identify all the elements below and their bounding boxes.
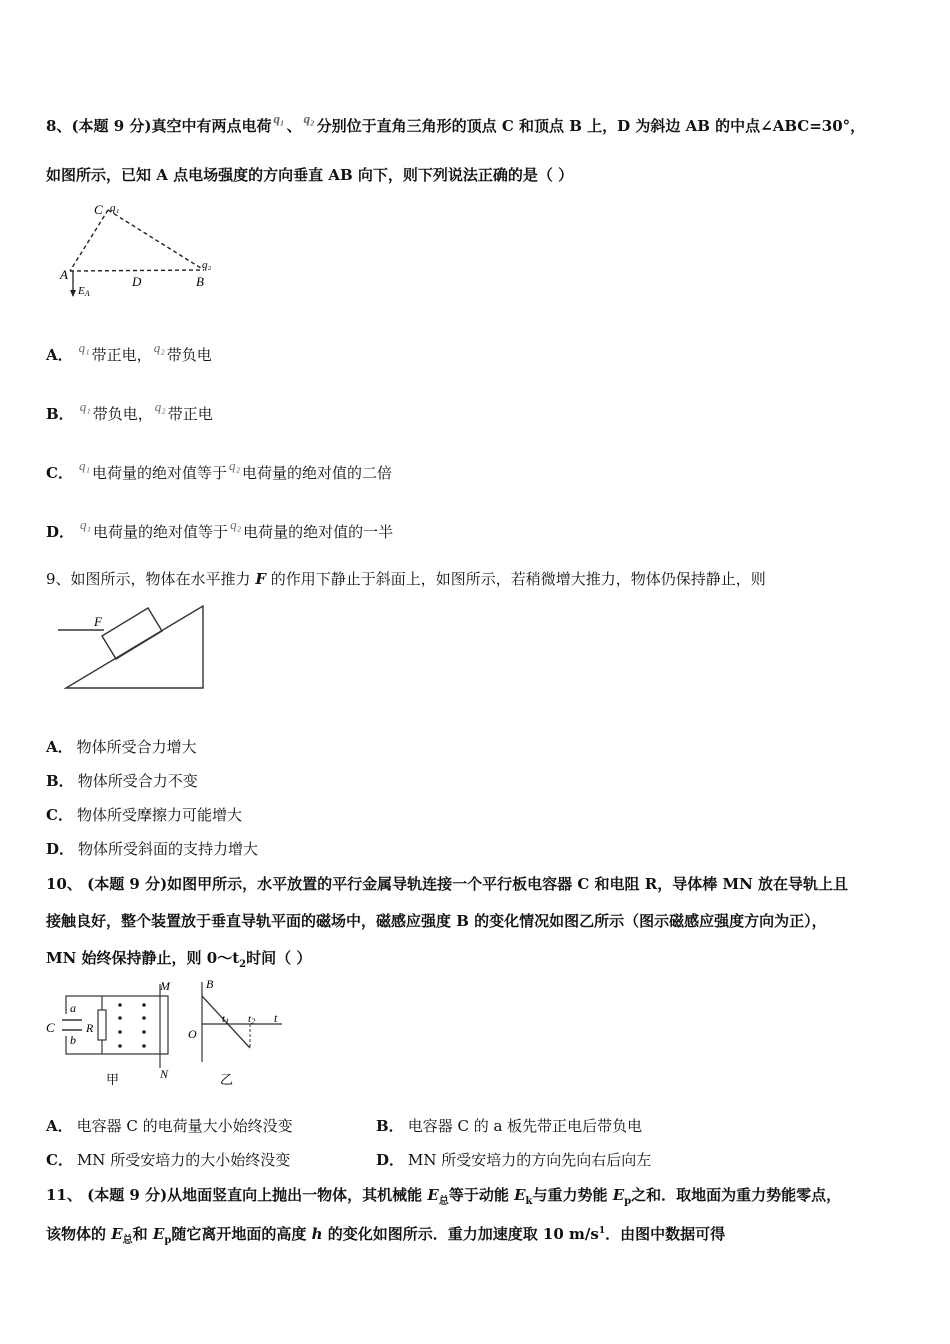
label-q1: q₁	[110, 202, 120, 214]
label-C: C	[94, 202, 103, 217]
option-label: D．	[376, 1151, 405, 1169]
q10-option-c[interactable]	[46, 1150, 290, 1170]
option-text: MN 所受安培力的方向先向右后向左	[408, 1151, 652, 1169]
q9-option-c[interactable]	[46, 805, 242, 825]
option-text: 电荷量的绝对值的二倍	[242, 464, 393, 482]
option-label: B．	[376, 1117, 404, 1135]
q8-separator: 、	[286, 117, 302, 135]
q8-option-d[interactable]	[46, 517, 394, 543]
q8-stem-line1	[46, 111, 866, 137]
q10-sub: 2	[239, 959, 247, 970]
q10-text-b: 时间（ ）	[246, 949, 312, 967]
label-t2: t2	[248, 1013, 256, 1026]
E-symbol: E	[514, 1186, 526, 1204]
p-sub: p	[164, 1235, 172, 1246]
q8-score: (本题 9 分)	[71, 117, 152, 135]
option-text: 带负电	[166, 346, 212, 364]
q9-force-symbol: F	[255, 570, 266, 588]
q8-option-a[interactable]	[46, 340, 212, 366]
q1-symbol: q₁	[273, 111, 285, 126]
label-B-axis: B	[206, 977, 214, 991]
q2-symbol: q₂	[230, 517, 242, 532]
caption-yi: 乙	[220, 1072, 234, 1087]
q1-symbol: q₁	[80, 517, 92, 532]
q8-triangle-figure	[56, 196, 226, 301]
q10-text-a: MN 始终保持静止，则 0～t	[46, 949, 240, 967]
q11-text: 11、 (本题 9 分)从地面竖直向上抛出一物体，其机械能	[46, 1186, 428, 1204]
sup: 1	[598, 1226, 606, 1236]
zong-sub: 总	[438, 1196, 449, 1207]
E-symbol: E	[612, 1186, 625, 1204]
q8-text-a: 真空中有两点电荷	[151, 117, 272, 135]
q10-stem-line3	[46, 948, 311, 971]
label-A: A	[60, 267, 68, 282]
k-sub: k	[525, 1196, 533, 1207]
q11-text: 该物体的	[46, 1225, 112, 1243]
q1-symbol: q₁	[78, 458, 90, 473]
option-text: 带正电，	[91, 346, 152, 364]
q10-figure-yi	[184, 976, 288, 1088]
label-t-axis: t	[274, 1011, 278, 1025]
label-a: a	[70, 1001, 76, 1015]
q11-text: ．由图中数据可得	[605, 1225, 726, 1243]
option-label: A．	[46, 346, 73, 364]
label-q2: q₂	[202, 259, 212, 271]
label-C-capacitor: C	[46, 1020, 55, 1035]
label-D: D	[132, 274, 142, 289]
q9-incline-figure	[58, 600, 208, 692]
q9-option-a[interactable]	[46, 737, 197, 757]
p-sub: p	[624, 1196, 632, 1207]
option-label: D．	[46, 840, 75, 858]
option-text: 电容器 C 的 a 板先带正电后带负电	[407, 1117, 643, 1135]
option-text: 带正电	[167, 405, 213, 423]
option-label: A．	[46, 1117, 73, 1135]
option-text: 带负电，	[92, 405, 153, 423]
q9-option-d[interactable]	[46, 839, 258, 859]
option-label: B．	[46, 772, 74, 790]
option-text: 物体所受合力不变	[77, 772, 198, 790]
q9-option-b[interactable]	[46, 771, 198, 791]
q10-option-b[interactable]	[376, 1116, 642, 1136]
h-symbol: h	[311, 1225, 323, 1243]
q8-text-b: 分别位于直角三角形的顶点 C 和顶点 B 上，D 为斜边 AB 的中点∠ABC=30°，	[316, 117, 866, 135]
label-M: M	[160, 979, 170, 993]
label-t1: t1	[222, 1013, 230, 1026]
option-label: C．	[46, 464, 73, 482]
option-label: A．	[46, 738, 73, 756]
label-b: b	[70, 1033, 76, 1047]
zong-sub: 总	[122, 1235, 133, 1246]
q11-stem-line2	[46, 1221, 725, 1247]
label-R: R	[86, 1021, 94, 1035]
q10-stem-line2: 接触良好，整个装置放于垂直导轨平面的磁场中，磁感应强度 B 的变化情况如图乙所示（图示磁感应强度方向为正），	[46, 912, 827, 930]
q2-symbol: q₂	[154, 399, 166, 414]
E-symbol: E	[152, 1225, 165, 1243]
caption-jia: 甲	[106, 1072, 120, 1087]
label-EA: EA	[78, 285, 90, 298]
label-N: N	[160, 1067, 169, 1081]
option-label: C．	[46, 1151, 73, 1169]
q11-text: 之和．取地面为重力势能零点，	[631, 1186, 842, 1204]
q8-option-b[interactable]	[46, 399, 213, 425]
q9-text-a: 9、如图所示，物体在水平推力	[46, 570, 256, 588]
q11-text: 等于动能	[448, 1186, 515, 1204]
option-label: D．	[46, 523, 75, 541]
q11-stem-line1	[46, 1185, 841, 1208]
option-text: 物体所受斜面的支持力增大	[78, 840, 259, 858]
option-text: 电荷量的绝对值等于	[93, 523, 229, 541]
option-text: 电容器 C 的电荷量大小始终没变	[76, 1117, 293, 1135]
option-text: 物体所受摩擦力可能增大	[76, 806, 242, 824]
label-O: O	[188, 1027, 197, 1041]
q1-symbol: q₁	[78, 340, 90, 355]
E-symbol: E	[427, 1186, 439, 1204]
q9-stem	[46, 569, 766, 589]
option-text: 物体所受合力增大	[76, 738, 197, 756]
q8-option-c[interactable]	[46, 458, 393, 484]
q2-symbol: q₂	[303, 111, 315, 126]
q1-symbol: q₁	[79, 399, 91, 414]
q10-figure-jia	[44, 976, 184, 1088]
q11-text: 的变化如图所示．重力加速度取 10 m/s	[322, 1225, 599, 1243]
label-B: B	[196, 274, 204, 289]
option-text: 电荷量的绝对值的一半	[243, 523, 394, 541]
q8-number: 8、	[46, 117, 72, 135]
option-text: MN 所受安培力的大小始终没变	[76, 1151, 291, 1169]
q2-symbol: q₂	[229, 458, 241, 473]
option-text: 电荷量的绝对值等于	[91, 464, 227, 482]
q10-option-a[interactable]	[46, 1116, 293, 1136]
option-label: C．	[46, 806, 73, 824]
q2-symbol: q₂	[153, 340, 165, 355]
q10-stem-line1: 10、 (本题 9 分)如图甲所示，水平放置的平行金属导轨连接一个平行板电容器 C 和电阻 R，导体棒 MN 放在导轨上且	[46, 875, 849, 893]
q11-text: 和	[132, 1225, 153, 1243]
label-F: F	[94, 614, 102, 629]
q10-option-d[interactable]	[376, 1150, 651, 1170]
option-label: B．	[46, 405, 74, 423]
q11-text: 与重力势能	[532, 1186, 613, 1204]
E-symbol: E	[111, 1225, 123, 1243]
q11-text: 随它离开地面的高度	[171, 1225, 312, 1243]
q9-text-b: 的作用下静止于斜面上，如图所示，若稍微增大推力，物体仍保持静止，则	[265, 570, 766, 588]
q8-stem-line2: 如图所示，已知 A 点电场强度的方向垂直 AB 向下，则下列说法正确的是（ ）	[46, 166, 574, 184]
